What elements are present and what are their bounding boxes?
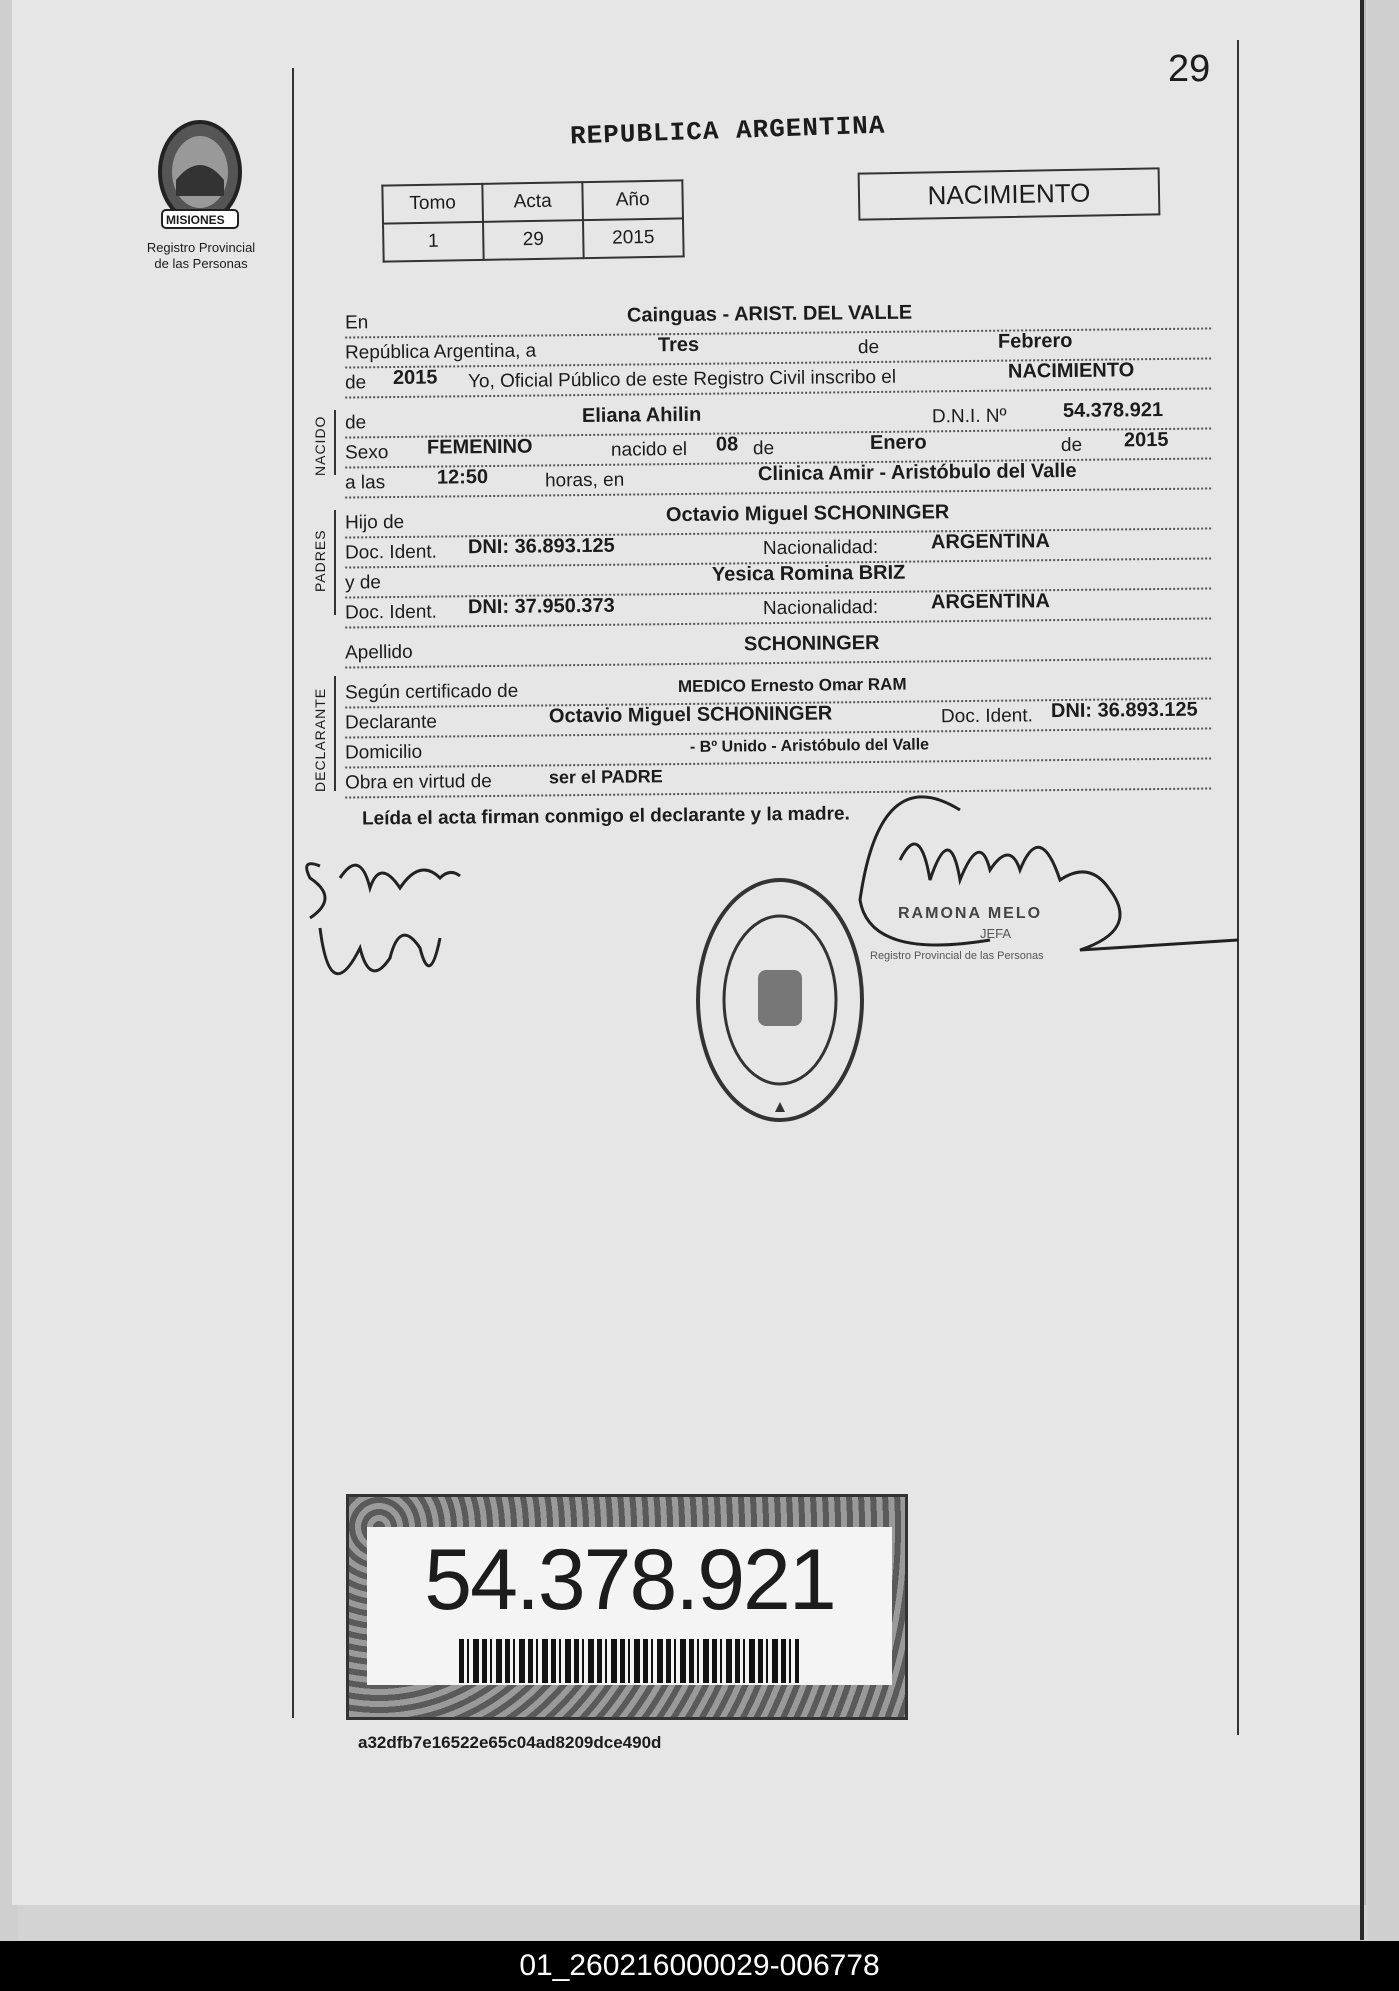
- label-nacionalidad: Nacionalidad:: [762, 536, 879, 560]
- label-horas-en: horas, en: [544, 469, 625, 492]
- label-doc-ident2: Doc. Ident.: [344, 601, 438, 624]
- logo-label: MISIONES: [166, 213, 225, 227]
- ref-value-tomo: 1: [383, 222, 484, 262]
- official-stamp-name: RAMONA MELO: [898, 905, 1043, 922]
- label-domicilio: Domicilio: [344, 741, 423, 764]
- label-de: de: [857, 336, 880, 359]
- footer-filename: 01_260216000029-006778: [0, 1941, 1399, 1991]
- value-month: Febrero: [997, 329, 1073, 353]
- text-oficial: Yo, Oficial Público de este Registro Civil inscribo el: [467, 366, 897, 393]
- label-hijo-de: Hijo de: [344, 511, 405, 534]
- country-title: REPUBLICA ARGENTINA: [569, 110, 886, 152]
- value-obra: ser el PADRE: [548, 766, 663, 788]
- value-apellido: SCHONINGER: [743, 631, 880, 656]
- document-type-box: NACIMIENTO: [858, 167, 1161, 220]
- value-domicilio: - Bº Unido - Aristóbulo del Valle: [689, 736, 930, 756]
- value-mother-nationality: ARGENTINA: [930, 590, 1050, 614]
- left-margin-line: [292, 68, 294, 1718]
- label-nacido-el: nacido el: [610, 438, 688, 461]
- label-apellido: Apellido: [344, 641, 413, 664]
- ref-header-acta: Acta: [482, 182, 583, 222]
- official-signature: [840, 780, 1240, 970]
- value-mother-name: Yesica Romina BRIZ: [711, 561, 906, 586]
- document-hash: a32dfb7e16522e65c04ad8209dce490d: [358, 1733, 662, 1752]
- value-father-dni: DNI: 36.893.125: [467, 534, 615, 559]
- label-dni: D.N.I. Nº: [931, 405, 1007, 428]
- logo-caption-line2: de las Personas: [154, 256, 248, 271]
- ref-header-tomo: Tomo: [382, 184, 483, 224]
- label-en: En: [344, 312, 369, 334]
- logo-caption-line1: Registro Provincial: [146, 240, 256, 255]
- value-child-dni: 54.378.921: [1062, 398, 1164, 423]
- logo-caption: [126, 240, 276, 272]
- label-obra: Obra en virtud de: [344, 770, 492, 794]
- value-birth-day: 08: [715, 433, 739, 456]
- section-label-nacido: NACIDO: [312, 415, 328, 476]
- barcode-panel: [367, 1527, 892, 1685]
- value-location: Cainguas - ARIST. DEL VALLE: [626, 301, 913, 327]
- closing-text: Leída el acta firman conmigo el declarante y la madre.: [361, 803, 850, 830]
- ref-value-acta: 29: [483, 220, 584, 260]
- ref-header-ano: Año: [582, 180, 683, 220]
- value-birth-time: 12:50: [436, 466, 489, 489]
- label-republica: República Argentina, a: [344, 340, 537, 364]
- value-day-word: Tres: [657, 333, 700, 357]
- value-father-name: Octavio Miguel SCHONINGER: [665, 501, 950, 527]
- official-stamp-registry: Registro Provincial de las Personas: [870, 950, 1044, 962]
- label-de3: de: [752, 438, 775, 460]
- label-doc-ident3: Doc. Ident.: [940, 705, 1033, 728]
- page-number: 29: [1168, 48, 1211, 90]
- ref-value-ano: 2015: [583, 218, 684, 258]
- value-birth-year: 2015: [1123, 428, 1169, 452]
- label-declarante: Declarante: [344, 711, 438, 734]
- value-declarante-dni: DNI: 36.893.125: [1050, 698, 1198, 723]
- label-name-de: de: [344, 412, 367, 434]
- barcode-bars-icon: [459, 1639, 799, 1683]
- section-bracket-padres: [334, 510, 336, 615]
- reference-table: [381, 179, 684, 262]
- page-edge: [1360, 0, 1364, 1940]
- label-de4: de: [1060, 434, 1083, 457]
- declarant-signature: [300, 838, 470, 1008]
- section-label-padres: PADRES: [312, 529, 328, 592]
- official-stamp-title: JEFA: [980, 926, 1012, 941]
- value-child-name: Eliana Ahilin: [581, 403, 702, 428]
- value-father-nationality: ARGENTINA: [930, 530, 1050, 554]
- section-bracket-nacido: [334, 410, 336, 475]
- section-bracket-declarante: [334, 676, 336, 791]
- value-birth-place: Clinica Amir - Aristóbulo del Valle: [757, 459, 1077, 486]
- label-de2: de: [344, 372, 367, 394]
- label-sexo: Sexo: [344, 442, 389, 464]
- label-nacionalidad2: Nacionalidad:: [762, 596, 879, 620]
- value-mother-dni: DNI: 37.950.373: [467, 594, 615, 619]
- barcode-number: 54.378.921: [424, 1532, 835, 1628]
- value-year: 2015: [392, 366, 438, 390]
- label-a-las: a las: [344, 472, 386, 494]
- value-birth-month: Enero: [869, 431, 927, 455]
- value-declarante: Octavio Miguel SCHONINGER: [548, 702, 833, 728]
- value-certificado: MEDICO Ernesto Omar RAM: [677, 674, 907, 697]
- section-label-declarante: DECLARANTE: [312, 687, 328, 792]
- barcode-label: [346, 1494, 908, 1720]
- label-certificado: Según certificado de: [344, 680, 519, 704]
- label-y-de: y de: [344, 572, 382, 594]
- label-doc-ident: Doc. Ident.: [344, 541, 438, 564]
- value-sexo: FEMENINO: [426, 435, 533, 459]
- value-inscription-type: NACIMIENTO: [1007, 359, 1135, 383]
